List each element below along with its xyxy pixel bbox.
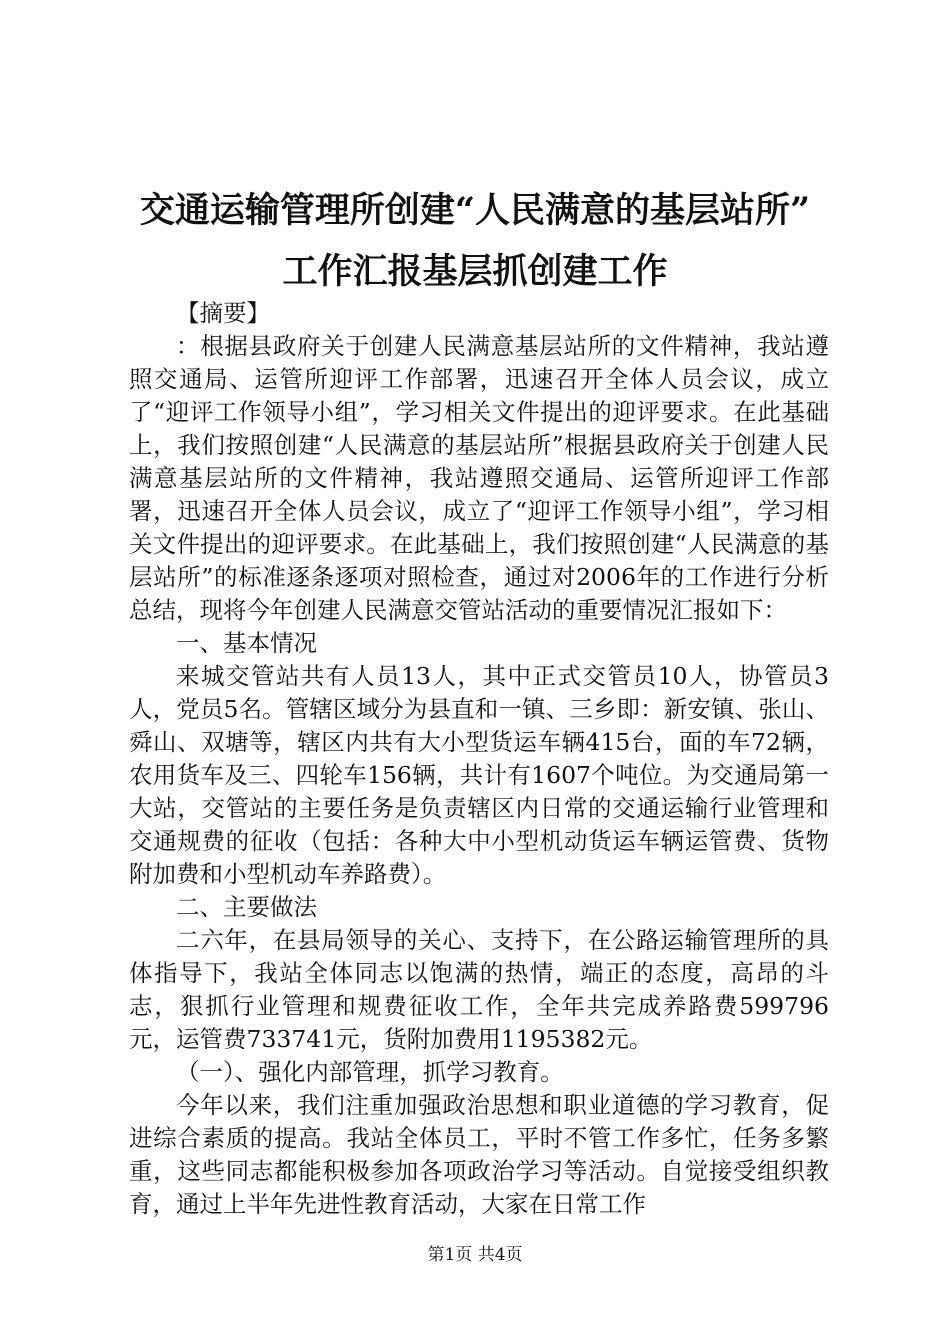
document-title-line-1: 交通运输管理所创建“人民满意的基层站所”	[139, 190, 811, 231]
document-title-line-2: 工作汇报基层抓创建工作	[282, 251, 668, 292]
document-body	[129, 297, 829, 1221]
paragraph-main-practices: 二六年，在县局领导的关心、支持下，在公路运输管理所的具体指导下，我站全体同志以饱满的热情，端正的态度，高昂的斗志，狠抓行业管理和规费征收工作，全年共完成养路费599796元，运管费733741元，货附加费用1195382元。	[129, 926, 829, 1053]
paragraph-internal-management: 今年以来，我们注重加强政治思想和职业道德的学习教育，促进综合素质的提高。我站全体员工，平时不管工作多忙，任务多繁重，这些同志都能积极参加各项政治学习等活动。自觉接受组织教育，通过上半年先进性教育活动，大家在日常工作	[129, 1091, 829, 1218]
page-footer: 第1页 共4页	[427, 1245, 523, 1265]
subsection-heading-internal-management: （一）、强化内部管理，抓学习教育。	[176, 1058, 564, 1086]
abstract-paragraph: ：根据县政府关于创建人民满意基层站所的文件精神，我站遵照交通局、运管所迎评工作部署，迅速召开全体人员会议，成立了“迎评工作领导小组”，学习相关文件提出的迎评要求。在此基础上，我们按照创建“人民满意的基层站所”根据县政府关于创建人民满意基层站所的文件精神，我站遵照交通局、运管所迎评工作部署，迅速召开全体人员会议，成立了“迎评工作领导小组”，学习相关文件提出的迎评要求。在此基础上，我们按照创建“人民满意的基层站所”的标准逐条逐项对照检查，通过对2006年的工作进行分析总结，现将今年创建人民满意交管站活动的重要情况汇报如下：	[129, 332, 829, 624]
section-heading-main-practices: 二、主要做法	[176, 893, 317, 921]
section-heading-basic-situation: 一、基本情况	[176, 629, 317, 657]
paragraph-basic-situation: 来城交管站共有人员13人，其中正式交管员10人，协管员3人，党员5名。管辖区域分为县直和一镇、三乡即：新安镇、张山、舜山、双塘等，辖区内共有大小型货运车辆415台，面的车72辆，农用货车及三、四轮车156辆，共计有1607个吨位。为交通局第一大站，交管站的主要任务是负责辖区内日常的交通运输行业管理和交通规费的征收（包括：各种大中小型机动货运车辆运管费、货物附加费和小型机动车养路费）。	[129, 662, 829, 888]
abstract-heading: 【摘要】	[176, 299, 270, 327]
